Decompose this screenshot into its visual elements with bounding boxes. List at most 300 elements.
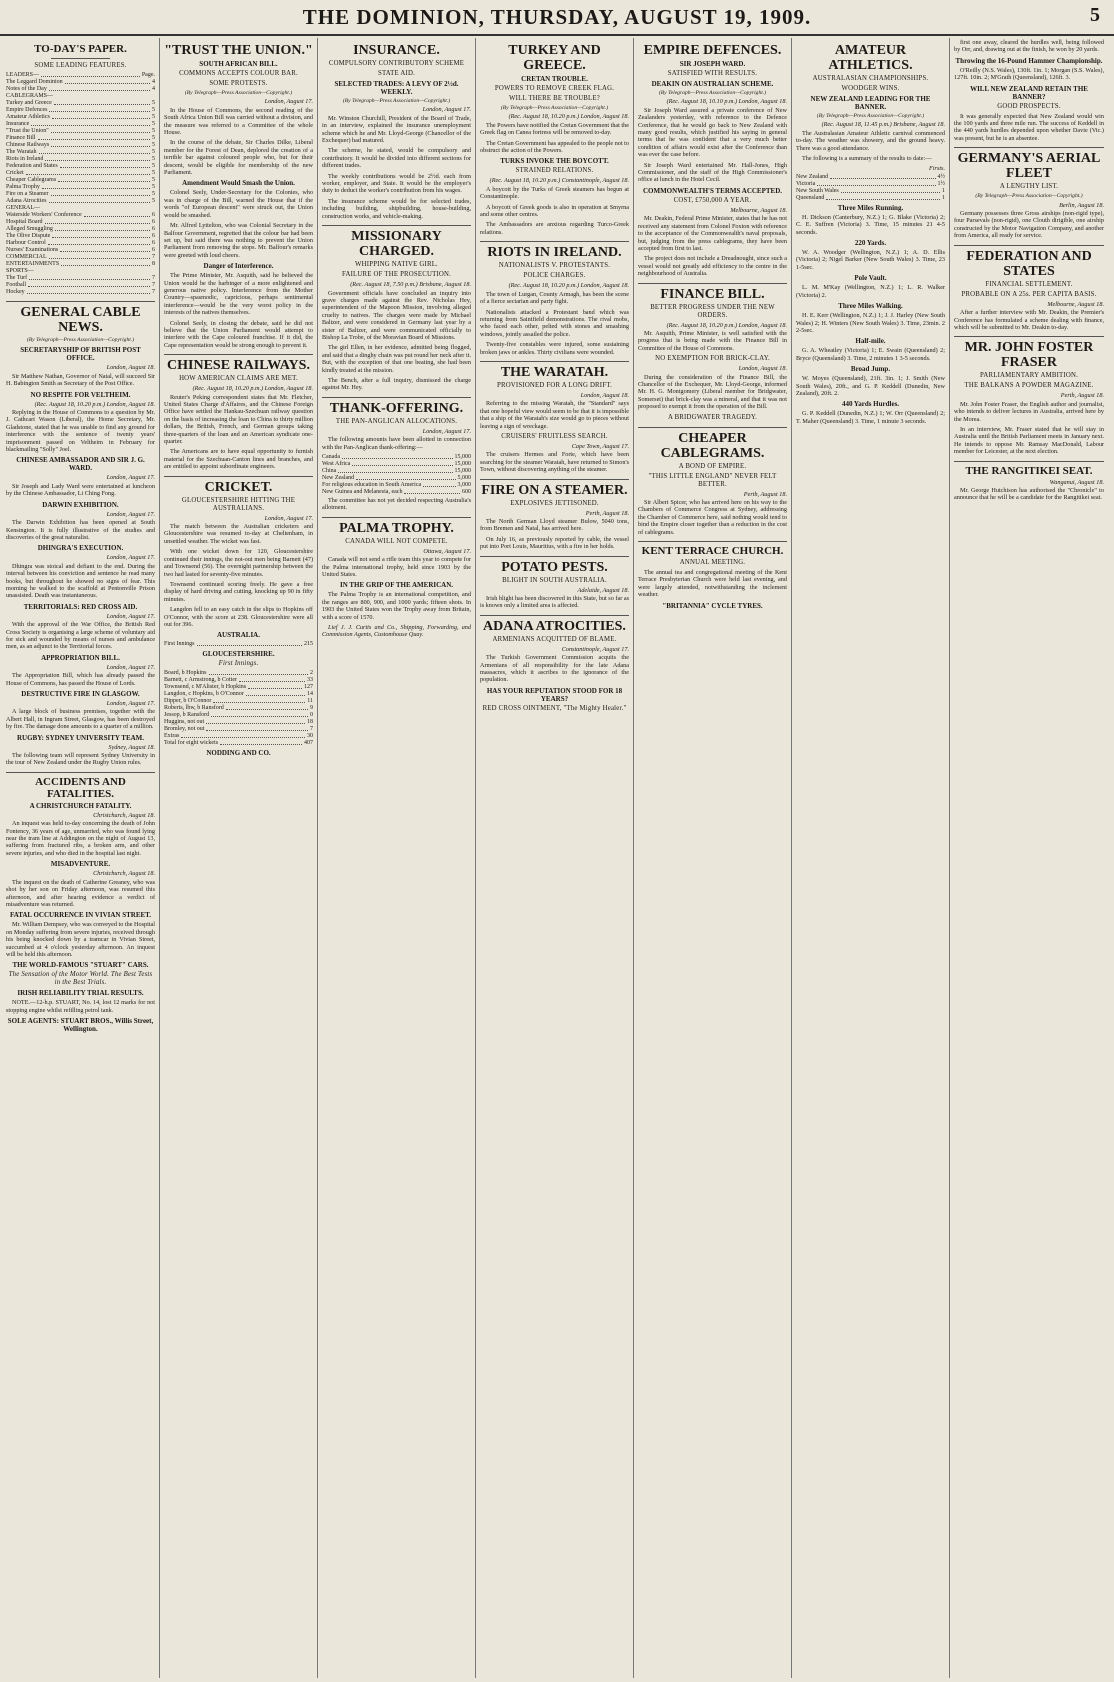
article-text: Mr. Asquith, Prime Minister, is well satisfied with the progress that is being made with the Finance Bill in Committee of the House of Commons. (638, 329, 787, 352)
row-value: 5 (152, 156, 155, 162)
leader-dots (49, 198, 151, 203)
article-text: During the consideration of the Finance Bill, the Chancellor of the Exchequer, Mr. Lloyd-George, informed Mr. H. G. Montgomery (Liberal member for Bridgwater, Somerset) that brick-clay was a mineral, and that it was not proposed to exempt it from the operation of the Bill. (638, 373, 787, 411)
leader-dots (55, 226, 150, 231)
subhead: "THIS LITTLE ENGLAND" NEVER FELT BETTER. (648, 472, 777, 488)
row-label: Hospital Board (6, 219, 43, 225)
event-result: H. E. Kerr (Wellington, N.Z.) 1; J. J. Harley (New South Wales) 2; H. Winters (New South Wales) 3. Time, 23min. 2 2-5sec. (796, 312, 945, 334)
row-value: 5 (152, 135, 155, 141)
table-row (164, 712, 313, 719)
row-value: 30 (307, 733, 313, 740)
subhead: NEW ZEALAND LEADING FOR THE BANNER. (810, 95, 931, 111)
row-label: LEADERS— (6, 72, 39, 78)
table-row (6, 191, 155, 198)
columns (2, 38, 1112, 1678)
row-value: 9 (310, 705, 313, 712)
event-result: G. A. Wheatley (Victoria) 1; E. Swain (Queensland) 2; Bryce (Queensland) 3. Time, 2 minutes 1 3-5 seconds. (796, 347, 945, 362)
fire-steamer-heading: FIRE ON A STEAMER. (480, 479, 629, 498)
row-value: 1½ (937, 180, 945, 187)
advert-text: NOTE.—12-h.p. STUART, No. 14, lost 12 marks for not stopping engine whilst refilling petrol tank. (6, 999, 155, 1014)
article-text: The Australasian Amateur Athletic carnival commenced to-day. The weather was showery, and the ground heavy. There was a good attendance. (796, 129, 945, 152)
dateline: London, August 17. (422, 106, 471, 114)
event-heading: Three Miles Running. (837, 203, 904, 212)
article-text: Irish blight has been discovered in this State, but so far as is known only a limited area is affected. (480, 595, 629, 610)
leader-dots (342, 454, 453, 459)
article-text: Mr. John Foster Fraser, the English author and journalist, who intends to deliver lectures in Australia, arrived here by the Morea. (954, 400, 1104, 423)
row-label: China (322, 468, 337, 474)
row-label: Turkey and Greece (6, 100, 52, 106)
column-1 (2, 38, 160, 1678)
foster-fraser-heading: MR. JOHN FOSTER FRASER (954, 336, 1104, 370)
credit: (By Telegraph—Press Association—Copyright.) (184, 90, 293, 96)
federation-heading: FEDERATION AND STATES (954, 245, 1104, 279)
event-heading: Pole Vault. (854, 274, 887, 283)
advert-text: The Sensation of the Motor World. The Best Tests in the Best Trials. (8, 971, 153, 987)
column-3 (318, 38, 476, 1678)
subhead: RUGBY: SYDNEY UNIVERSITY TEAM. (16, 733, 145, 742)
article-text: Reuter's Peking correspondent states that Mr. Fletcher, United States Charge d'Affaires, and the Chinese Foreign Office have settled the Hankau-Szechuan railway question on the basis of increasing the loan to China to thirty million dollars, the British, French, and German groups taking three-quarters of the loan and an American syndicate one-quarter. (164, 393, 313, 446)
row-label: Roberts, lbw, b Ransford (164, 705, 224, 712)
kent-terrace-heading: KENT TERRACE CHURCH. (638, 541, 787, 557)
row-value: 6 (152, 240, 155, 246)
article-text: An inquest was held to-day concerning the death of John Fontency, 36 years of age, unmarried, who was found lying near the tram line at Addington on the night of August 13, suffering from fractured ribs, a broken arm, and other severe injuries, and who died in the hospital last night. (6, 820, 155, 857)
subhead: NATIONALISTS V. PROTESTANTS. (498, 262, 611, 270)
subhead: MISADVENTURE. (50, 860, 111, 869)
leader-dots (51, 128, 150, 133)
row-label: West Africa (322, 461, 351, 467)
leader-dots (352, 461, 452, 466)
table-row (164, 670, 313, 677)
dateline: London, August 18. (106, 364, 155, 372)
subhead: EXPLOSIVES JETTISONED. (510, 499, 599, 507)
leader-dots (60, 163, 150, 168)
event-heading: 440 Yards Hurdles. (841, 400, 900, 409)
article-text: The committee has not yet decided respecting Australia's allotment. (322, 497, 471, 512)
table-row (6, 128, 155, 135)
empire-defences-heading: EMPIRE DEFENCES. (643, 43, 782, 58)
todays-paper-heading: TO-DAY'S PAPER. (34, 43, 127, 55)
page-number: 5 (1090, 4, 1100, 26)
row-label: Barnett, c Armstrong, b Cotter (164, 677, 237, 684)
subhead: WILL THERE BE TROUBLE? (509, 95, 600, 102)
subhead: Danger of Interference. (203, 262, 274, 271)
row-value: 6 (152, 212, 155, 218)
leader-dots (817, 181, 935, 186)
article-text: A boycott of Greek goods is also in operation at Smyrna and some other centres. (480, 203, 629, 219)
table-row (164, 677, 313, 684)
leader-dots (830, 174, 935, 179)
dateline: Ottawa, August 17. (423, 547, 471, 555)
dateline: London, August 17. (106, 663, 155, 671)
table-row (6, 156, 155, 163)
column-5 (634, 38, 792, 1678)
article-text: Sir Joseph Ward assured a private conference of New Zealanders yesterday, with reference to the Defence Conference, that he would go back to New Zealand with many good results, which justified his saying in general terms that he was confident that a very much better condition of affairs would exist after the Conference than was ever the case before. (638, 106, 787, 159)
dateline: (Rec. August 18, 10.20 p.m.) London, August 18. (666, 321, 787, 329)
row-label: Waterside Workers' Conference (6, 212, 82, 218)
row-label: CABLEGRAMS— (6, 93, 54, 99)
missionary-heading: MISSIONARY CHARGED. (322, 225, 471, 259)
leader-dots (51, 142, 150, 147)
leader-dots (356, 475, 455, 480)
subhead: BETTER PROGRESS UNDER THE NEW ORDERS. (650, 303, 775, 319)
article-text: A large block of business premises, together with the Albert Hall, in Ingram Street, Glasgow, has been destroyed by fire. The damage done amounts to a quarter of a million. (6, 708, 155, 731)
table-row (6, 79, 155, 86)
article-text: The Turkish Government Commission acquits the Armenians of all responsibility for the late Adana massacres, which it ascribes to the ignorance of the population. (480, 654, 629, 684)
subhead: Amendment Would Smash the Union. (182, 179, 295, 188)
finance-bill-heading: FINANCE BILL. (638, 283, 787, 302)
article-text: It was generally expected that New Zealand would win the 100 yards and three mile run. The success of Keddell in the 440 yards hurdles depended upon whether Davie (Vic.) was present, but he is an absentee. (954, 112, 1104, 142)
leader-dots (213, 698, 305, 703)
leader-dots (239, 677, 305, 682)
insurance-heading: INSURANCE. (353, 43, 440, 58)
leader-dots (54, 100, 150, 105)
row-value: 5 (152, 100, 155, 106)
row-label: Palma Trophy (6, 184, 40, 190)
leader-dots (51, 191, 151, 196)
dateline: (Rec. August 18, 10.20 p.m.) London, August 18. (192, 385, 313, 393)
leader-dots (27, 289, 150, 294)
row-label: New Zealand (322, 475, 355, 481)
table-row (322, 489, 471, 496)
table-row (6, 198, 155, 205)
subhead: CRUISERS' FRUITLESS SEARCH. (501, 432, 608, 440)
subhead: SATISFIED WITH RESULTS. (667, 70, 758, 77)
subhead: ANNUAL MEETING. (679, 559, 746, 567)
row-value: 7 (310, 726, 313, 733)
leader-dots (29, 275, 150, 280)
row-value: 5 (152, 163, 155, 169)
event-result: H. Dickson (Canterbury, N.Z.) 1; G. Blake (Victoria) 2; C. E. Suffren (Victoria) 3. Time, 15 minutes 21 4-5 seconds. (796, 213, 945, 236)
row-label: Finance Bill (6, 135, 36, 141)
row-label: Riots in Ireland (6, 156, 44, 162)
row-label: Bromley, not out (164, 726, 205, 733)
advert-subhead: IRISH RELIABILITY TRIAL RESULTS. (17, 989, 144, 998)
row-label: Jessop, b Ransford (164, 712, 210, 719)
dateline: London, August 17. (422, 427, 471, 435)
row-value: 127 (304, 684, 313, 691)
table-row (6, 268, 155, 275)
article-text: On July 16, as previously reported by cable, the vessel put into Port Louis, Mauritius, with a fire in her holds. (480, 535, 629, 551)
leader-dots (52, 114, 150, 119)
table-row (6, 254, 155, 261)
article-text: The annual tea and congregational meeting of the Kent Terrace Presbyterian Church were held last evening, and were largely attended, notwithstanding the inclement weather. (638, 569, 787, 599)
subhead: GOOD PROSPECTS. (997, 102, 1061, 110)
leader-dots (26, 170, 150, 175)
advert-heading: NODDING AND CO. (206, 749, 271, 758)
advert-heading: "BRITANNIA" CYCLE TYRES. (662, 601, 763, 610)
article-text: The girl Ellen, in her evidence, admitted being flogged, and said that a dinghy chain was put round her neck after it. But, with the exception of that one beating, she had been kindly treated at the mission. (322, 344, 471, 374)
row-label: "Trust the Union" (6, 128, 49, 134)
subhead: THE BALKANS A POWDER MAGAZINE. (964, 382, 1094, 390)
row-label: Harbour Control (6, 240, 46, 246)
leader-dots (246, 691, 305, 696)
article-text: Townsend continued scoring freely. He gave a free display of hard driving and cutting, knocking up 90 in fifty minutes. (164, 580, 313, 603)
dateline: Perth, August 18. (743, 490, 787, 498)
masthead (0, 0, 1114, 36)
article-text: The Darwin Exhibition has been opened at South Kensington. It is fully illustrative of the studies and discoveries of the great naturalist. (6, 519, 155, 541)
row-label: The Waratah (6, 149, 37, 155)
article-text: After a further interview with Mr. Deakin, the Premier's Conference has formulated a scheme dealing with finance, which will be submitted to Mr. Deakin to-day. (954, 309, 1104, 331)
row-label: Hockey (6, 289, 25, 295)
article-text: Referring to the missing Waratah, the "Standard" says that one hopeful view would seem to be that it is impossible that a ship of the Waratah's size would go to pieces without leaving a sign of wreckage. (480, 400, 629, 430)
subhead: STATE AID. (378, 70, 415, 77)
row-value: 7 (152, 275, 155, 281)
event-result: W. A. Woodger (Wellington, N.Z.) 1; A. D. Ellis (Victoria) 2; Nigel Barker (New South Wales) 3. Time, 23 1-5sec. (796, 249, 945, 271)
event-heading: Throwing the 16-Pound Hammer Championship. (955, 56, 1103, 65)
cricket-heading: CRICKET. (164, 476, 313, 495)
row-label: Alleged Smuggling (6, 226, 53, 232)
dateline: (Rec. August 18, 7.50 p.m.) Brisbane, August 18. (350, 281, 471, 289)
leader-dots (49, 107, 150, 112)
row-value: 5 (152, 191, 155, 197)
row-value: 5 (152, 149, 155, 155)
article-text: Mr. George Hutchison has authorised the "Chronicle" to announce that he will be a candidate for the Rangitikei seat. (954, 486, 1104, 502)
features-index (6, 72, 155, 296)
dateline: Melbourne, August 18. (730, 206, 787, 214)
adana-heading: ADANA ATROCITIES. (480, 615, 629, 634)
table-row (6, 289, 155, 296)
article-text: In the House of Commons, the second reading of the South Africa Union Bill was carried without a division, and the measure was referred to a Committee of the whole House. (164, 106, 313, 137)
subhead: PROBABLE ON A 25s. PER CAPITA BASIS. (961, 290, 1097, 298)
row-label: Fire on a Steamer (6, 191, 49, 197)
event-result: L. M. M'Kay (Wellington, N.Z.) 1; L. R. Walker (Victoria) 2. (796, 284, 945, 299)
subhead: SECRETARYSHIP OF BRITISH POST OFFICE. (20, 346, 141, 363)
row-value: 5 (152, 128, 155, 134)
subhead: AUSTRALIA. (217, 631, 260, 640)
score-label: First Innings (164, 641, 195, 648)
table-row (6, 247, 155, 254)
row-label: Empire Defences (6, 107, 48, 113)
table-row (796, 195, 945, 202)
table-row (322, 468, 471, 475)
trust-union-heading: "TRUST THE UNION." (164, 43, 313, 58)
row-label: The Leggard Dominion (6, 79, 63, 85)
article-text: Government officials have concluded an inquiry into grave charges made against the Rev. Nicholas Hey, superintendent of the Mapoon Mission, involving alleged cruelty to natives. The charges were made by Michael Baltzer, and were considered in Germany last year by a sister of Baltzer, and were communicated officially to Bishop La Trobe, of the Moravian Board of Missions. (322, 289, 471, 341)
firsts-label: Firsts. (929, 165, 945, 173)
subhead: ARMENIANS ACQUITTED OF BLAME. (492, 635, 617, 643)
row-label: COMMERCIAL (6, 254, 47, 260)
dateline: Perth, August 18. (1060, 392, 1104, 400)
score-row (164, 641, 313, 648)
row-value: 5 (152, 170, 155, 176)
leader-dots (220, 740, 302, 745)
leader-dots (826, 195, 940, 200)
subhead: NO EXEMPTION FOR BRICK-CLAY. (655, 355, 770, 363)
cheaper-cablegrams-heading: CHEAPER CABLEGRAMS. (638, 427, 787, 461)
table-row (6, 205, 155, 212)
article-text: Colonel Seely, in closing the debate, said he did not believe that the Union Parliament would attempt to interfere with the Cape coloured franchise. If it did, the Cape representation would be strong enough to prevent it. (164, 319, 313, 349)
table-row (6, 86, 155, 93)
row-label: Federation and States (6, 163, 58, 169)
row-label: The Turf (6, 275, 28, 281)
subhead: POWERS TO REMOVE CREEK FLAG. (494, 85, 615, 92)
subhead: SIR JOSEPH WARD. (679, 60, 746, 68)
table-row (6, 142, 155, 149)
turkey-greece-heading: TURKEY AND GREECE. (508, 43, 601, 73)
leader-dots (841, 188, 940, 193)
credit: (By Telegraph—Press Association—Copyright.) (342, 98, 451, 104)
potato-pests-heading: POTATO PESTS. (480, 556, 629, 575)
subhead: SELECTED TRADES: A LEVY OF 2½d. WEEKLY. (334, 80, 459, 96)
credit: (By Telegraph—Press Association—Copyright.) (816, 113, 925, 119)
score-value: 407 (304, 740, 313, 747)
leader-dots (28, 282, 150, 287)
article-text: The Palma Trophy is an international competition, and the ranges are 800, 900, and 1000 yards; fifteen shots. In 1903 the United States won the Trophy away from Britain, with a score of 1570. (322, 591, 471, 621)
row-label: Langdon, c Hopkins, b O'Connor (164, 691, 244, 698)
article-text: Mr. Deakin, Federal Prime Minister, states that he has not received any statement from Colonel Foxton with reference to the acceptance of the Commonwealth's naval proposals, but, judging from the press cablegrams, they have been accepted from first to last. (638, 215, 787, 252)
row-value: 5 (152, 198, 155, 204)
article-text: The Cretan Government has appealed to the people not to obstruct the action of the Powers. (480, 139, 629, 155)
article-text: The following team will represent Sydney University in the tour of New Zealand under the Rugby Union rules. (6, 752, 155, 767)
general-cable-news-heading: GENERAL CABLE NEWS. (6, 301, 155, 335)
row-label: Queensland (796, 194, 825, 201)
article-text: With the approval of the War Office, the British Red Cross Society is organising a large scheme of voluntary aid for sick and wounded by means of nurses and ambulance men, as an adjunct to the Territorial forces. (6, 621, 155, 651)
article-text: Sir Albert Spicer, who has arrived here on his way to the Chambers of Commerce Congress at Sydney, addressing the Chamber of Commerce here, said nothing would tend to bind the Empire closer together than a reduction in the cost of cablegrams. (638, 499, 787, 536)
leader-dots (248, 684, 302, 689)
advert-footer: SOLE AGENTS: STUART BROS., Willis Street, Wellington. (7, 1017, 154, 1034)
article-text: first one away, cleared the hurdles well, being followed by Orr, and, drawing out at the finish, he won by 20 yards. (954, 39, 1104, 54)
leader-dots (41, 72, 140, 77)
event-heading: Three Miles Walking. (838, 302, 903, 311)
row-value: 7 (152, 282, 155, 288)
article-text: The following amounts have been allotted in connection with the Pan-Anglican thank-offering:— (322, 436, 471, 451)
leader-dots (39, 149, 150, 154)
table-row (6, 240, 155, 247)
article-text: Mr. Winston Churchill, President of the Board of Trade, in an interview, explained the insurance unemployment scheme which he and Mr. Lloyd-George (Chancellor of the Exchequer) had matured. (322, 114, 471, 145)
article-text: The scheme, he stated, would be compulsory and contributory. It would be divided into different sections for different trades. (322, 147, 471, 170)
table-row (796, 188, 945, 195)
row-label: SPORTS— (6, 268, 34, 274)
subhead: DEAKIN ON AUSTRALIAN SCHEME. (651, 80, 774, 88)
subhead: CRETAN TROUBLE. (521, 75, 588, 83)
subhead: FATAL OCCURRENCE IN VIVIAN STREET. (9, 911, 152, 920)
leader-dots (338, 468, 452, 473)
subhead: STRAINED RELATIONS. (515, 167, 594, 175)
subhead: DESTRUCTIVE FIRE IN GLASGOW. (21, 690, 140, 698)
article-text: Germany possesses three Gross airships (non-rigid type), four Parsevals (non-rigid), one Clouth dirigible, one airship constructed by the Motor Navigation Company, and another from America, all ready for service. (954, 210, 1104, 240)
dateline: London, August 17. (264, 514, 313, 522)
leader-dots (49, 86, 150, 91)
subhead: SOME PROTESTS. (209, 80, 268, 87)
article-text: Sir Joseph Ward entertained Mr. Hall-Jones, High Commissioner, and the staff of the High Commissioner's office at lunch in the Hotel Cecil. (638, 161, 787, 184)
batting-scores (164, 670, 313, 740)
article-text: The Appropriation Bill, which has already passed the House of Commons, has passed the House of Lords. (6, 672, 155, 687)
article-text: In an interview, Mr. Fraser stated that he will stay in Australia until the British Parliament meets in January next. He intends to oppose Mr. Ramsay MacDonald, Labour member for Leicester, at the next election. (954, 425, 1104, 456)
subhead: TURKS INVOKE THE BOYCOTT. (500, 157, 609, 166)
dateline: London, August 17. (106, 612, 155, 620)
advert-heading: HAS YOUR REPUTATION STOOD FOR 18 YEARS? (486, 686, 623, 703)
row-value: 8 (152, 261, 155, 267)
table-row (6, 135, 155, 142)
table-row (6, 72, 155, 79)
subhead: FINANCIAL SETTLEMENT. (985, 280, 1073, 288)
row-value: 0 (310, 712, 313, 719)
subhead: CANADA WILL NOT COMPETE. (345, 537, 448, 545)
table-row (6, 261, 155, 268)
dateline: (Rec. August 18, 10.20 p.m.) London, August 18. (508, 113, 629, 121)
subhead: IN THE GRIP OF THE AMERICAN. (339, 581, 454, 590)
dateline: London, August 18. (580, 391, 629, 399)
row-label: Victoria (796, 180, 816, 187)
row-value: 2 (310, 670, 313, 677)
row-value: 4½ (937, 173, 945, 180)
article-text: Mr. Alfred Lyttelton, who was Colonial Secretary in the Balfour Government, regretted that the colour bar had been set up, but said there was nothing to prevent the Union Parliament from removing the stops. Mr. Balfour's remarks were greeted with loud cheers. (164, 222, 313, 259)
table-row (796, 174, 945, 181)
leader-dots (209, 670, 309, 675)
subhead: WILL NEW ZEALAND RETAIN THE BANNER? (970, 84, 1088, 101)
leader-dots (423, 482, 455, 487)
row-label: Football (6, 282, 27, 288)
row-label: Cricket (6, 170, 24, 176)
article-text: Langdon fell to an easy catch in the slips to Hopkins off O'Connor, with the score at 238. Gloucestershire were all out for 396. (164, 606, 313, 628)
row-value: 18 (307, 719, 313, 726)
subhead: PARLIAMENTARY AMBITION. (980, 372, 1078, 380)
table-row (6, 170, 155, 177)
row-value: 5 (152, 177, 155, 183)
column-4 (476, 38, 634, 1678)
row-label: Townsend, c M'Alister, b Hopkins (164, 684, 247, 691)
leader-dots (197, 641, 302, 646)
dateline: (Rec. August 18, 10.20 p.m.) London, August 18. (508, 282, 629, 290)
aerial-fleet-heading: GERMANY'S AERIAL FLEET (954, 147, 1104, 181)
event-heading: Broad Jump. (850, 365, 891, 374)
article-text: Mr. William Dempsey, who was conveyed to the Hospital on Monday suffering from severe injuries, received through his being knocked down by a tramcar in Vivian Street, succumbed at 4 o'clock yesterday afternoon. An inquest will be held this afternoon. (6, 921, 155, 958)
article-text: The Powers have notified the Cretan Government that the Greek flag on Canea fortress will be removed to-day. (480, 121, 629, 137)
row-label: Canada (322, 454, 340, 460)
table-row (6, 107, 155, 114)
table-row (6, 93, 155, 100)
row-value: 7 (152, 254, 155, 260)
row-value: 6 (152, 226, 155, 232)
subhead: TERRITORIALS: RED CROSS AID. (23, 602, 138, 611)
table-row (322, 454, 471, 461)
subhead: DHINGRA'S EXECUTION. (37, 544, 124, 553)
article-text: In the course of the debate, Sir Charles Dilke, Liberal member for the Forest of Dean, deplored the creation of a terrible bar against coloured people who, but for their descent, would be eligible for membership of the new Parliament. (164, 139, 313, 177)
article-text: The cruisers Hermes and Forte, which have been searching for the steamer Waratah, have returned to Simon's Town, without discovering anything of the steamer. (480, 451, 629, 474)
dateline: London, August 17. (106, 474, 155, 482)
dateline: London, August 17. (264, 98, 313, 106)
subhead: CHINESE AMBASSADOR AND SIR J. G. WARD. (16, 456, 145, 473)
table-row (322, 482, 471, 489)
table-row (322, 461, 471, 468)
table-row (164, 726, 313, 733)
article-text: The Prime Minister, Mr. Asquith, said he believed the Union would be the harbinger of a more enlightened and generous native policy. Interference from the Mother Country—spasmodic, capricious, perhaps sentimental interference—would be the very worst policy in the interests of the natives themselves. (164, 272, 313, 317)
leader-dots (38, 135, 151, 140)
row-label: Extras (164, 733, 180, 740)
subhead: COST, £750,000 A YEAR. (673, 196, 752, 204)
row-label: New Zealand (796, 173, 829, 180)
row-label: New Guinea and Melanesia, each (322, 489, 403, 495)
table-row (6, 163, 155, 170)
row-value: 15,000 (454, 454, 471, 460)
row-value: 5 (152, 121, 155, 127)
article-text: The Ambassadors are anxious regarding Turco-Greek relations. (480, 221, 629, 236)
row-value: 33 (307, 677, 313, 684)
advert-text: Lief J. J. Curtis and Co., Shipping, Forwarding, and Commission Agents, Customhouse Quay. (322, 624, 471, 639)
article-text: The weekly contributions would be 2½d. each from worker, employer, and State. It would be the employer's duty to deduct the worker's contribution from his wages. (322, 172, 471, 195)
rangitikei-heading: THE RANGITIKEI SEAT. (954, 461, 1104, 477)
row-value: 7 (152, 289, 155, 295)
article-text: The inquest on the death of Catherine Greaney, who was shot by her son on Friday afternoon, was resumed this afternoon, and after hearing evidence a verdict of misadventure was returned. (6, 878, 155, 908)
row-label: New South Wales (796, 187, 839, 194)
subhead: COMMONWEALTH'S TERMS ACCEPTED. (642, 186, 783, 195)
dateline: Wanganui, August 18. (1049, 478, 1104, 486)
article-text: A boycott by the Turks of Greek steamers has begun at Constantinople. (480, 185, 629, 201)
subhead: A BOND OF EMPIRE. (678, 462, 747, 470)
row-label: Notes of the Day (6, 86, 47, 92)
leader-dots (206, 719, 305, 724)
table-row (164, 719, 313, 726)
row-label: GENERAL— (6, 205, 40, 211)
